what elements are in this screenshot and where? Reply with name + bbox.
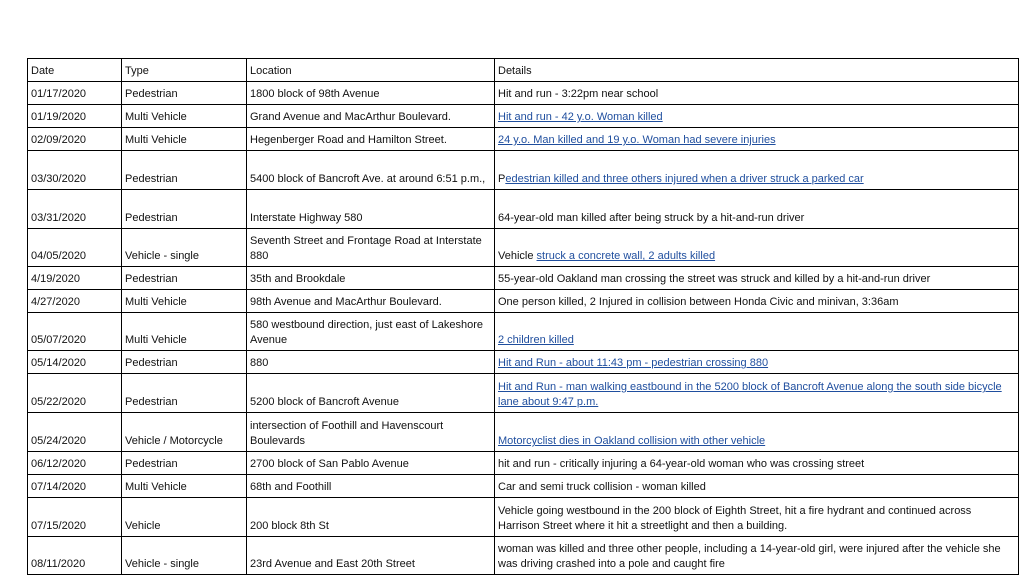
table-row	[28, 374, 1019, 413]
table-row	[28, 475, 1019, 498]
details-text: Vehicle going westbound in the 200 block of Eighth Street, hit a fire hydrant and continued across Harrison Street where it hit a streetlight and then a building.	[498, 505, 972, 532]
table-row	[28, 229, 1019, 267]
details-text: 64-year-old man killed after being struck by a hit-and-run driver	[498, 212, 805, 224]
cell-details	[495, 313, 1019, 351]
cell-details	[495, 229, 1019, 267]
cell-details	[495, 267, 1019, 290]
table-row	[28, 313, 1019, 351]
details-text: Hit and run - 3:22pm near school	[498, 88, 659, 100]
header-date: Date	[28, 59, 122, 82]
cell-type: Vehicle / Motorcycle	[122, 413, 247, 452]
table-header-row	[28, 59, 1019, 82]
cell-details	[495, 452, 1019, 475]
cell-details	[495, 498, 1019, 537]
details-link[interactable]: 2 children killed	[498, 334, 574, 346]
cell-type: Pedestrian	[122, 267, 247, 290]
cell-details	[495, 475, 1019, 498]
cell-location: 23rd Avenue and East 20th Street	[247, 537, 495, 575]
cell-date: 03/31/2020	[28, 190, 122, 229]
cell-location: 68th and Foothill	[247, 475, 495, 498]
cell-type: Pedestrian	[122, 151, 247, 190]
cell-type: Vehicle - single	[122, 229, 247, 267]
incident-table	[27, 58, 1019, 575]
cell-location: Hegenberger Road and Hamilton Street.	[247, 128, 495, 151]
cell-date: 03/30/2020	[28, 151, 122, 190]
cell-details	[495, 537, 1019, 575]
table-row	[28, 452, 1019, 475]
table-row	[28, 537, 1019, 575]
cell-type: Pedestrian	[122, 374, 247, 413]
cell-details	[495, 351, 1019, 374]
details-text: woman was killed and three other people, including a 14-year-old girl, were injured after the vehicle she was driving crashed into a pole and caught fire	[498, 543, 1001, 570]
cell-type: Multi Vehicle	[122, 475, 247, 498]
cell-location: 5200 block of Bancroft Avenue	[247, 374, 495, 413]
table-row	[28, 151, 1019, 190]
cell-date: 4/27/2020	[28, 290, 122, 313]
cell-date: 07/15/2020	[28, 498, 122, 537]
cell-type: Pedestrian	[122, 351, 247, 374]
table-row	[28, 105, 1019, 128]
cell-location: 580 westbound direction, just east of Lakeshore Avenue	[247, 313, 495, 351]
table-row	[28, 351, 1019, 374]
cell-type: Pedestrian	[122, 190, 247, 229]
cell-date: 04/05/2020	[28, 229, 122, 267]
cell-date: 01/19/2020	[28, 105, 122, 128]
cell-date: 05/07/2020	[28, 313, 122, 351]
cell-location: 2700 block of San Pablo Avenue	[247, 452, 495, 475]
cell-type: Multi Vehicle	[122, 313, 247, 351]
cell-details	[495, 128, 1019, 151]
cell-details	[495, 105, 1019, 128]
cell-type: Pedestrian	[122, 452, 247, 475]
details-text: hit and run - critically injuring a 64-year-old woman who was crossing street	[498, 458, 865, 470]
header-type: Type	[122, 59, 247, 82]
cell-date: 05/24/2020	[28, 413, 122, 452]
cell-details	[495, 413, 1019, 452]
cell-type: Vehicle - single	[122, 537, 247, 575]
table-row	[28, 128, 1019, 151]
cell-date: 4/19/2020	[28, 267, 122, 290]
cell-date: 07/14/2020	[28, 475, 122, 498]
cell-location: 200 block 8th St	[247, 498, 495, 537]
cell-details	[495, 374, 1019, 413]
details-text: Car and semi truck collision - woman killed	[498, 481, 706, 493]
table-row	[28, 413, 1019, 452]
cell-type: Multi Vehicle	[122, 290, 247, 313]
cell-details	[495, 190, 1019, 229]
header-details: Details	[495, 59, 1019, 82]
details-text: One person killed, 2 Injured in collision between Honda Civic and minivan, 3:36am	[498, 296, 899, 308]
table-row	[28, 290, 1019, 313]
cell-date: 05/14/2020	[28, 351, 122, 374]
cell-location: 35th and Brookdale	[247, 267, 495, 290]
cell-location: Grand Avenue and MacArthur Boulevard.	[247, 105, 495, 128]
details-link[interactable]: Hit and Run - man walking eastbound in the 5200 block of Bancroft Avenue along the south side bicycle lane about 9:47 p.m.	[498, 381, 1002, 408]
cell-location: intersection of Foothill and Havenscourt Boulevards	[247, 413, 495, 452]
details-link[interactable]: Hit and run - 42 y.o. Woman killed	[498, 111, 663, 123]
details-link[interactable]: Motorcyclist dies in Oakland collision with other vehicle	[498, 435, 766, 447]
cell-location: Seventh Street and Frontage Road at Interstate 880	[247, 229, 495, 267]
table-row	[28, 190, 1019, 229]
cell-type: Pedestrian	[122, 82, 247, 105]
cell-type: Vehicle	[122, 498, 247, 537]
table-row	[28, 498, 1019, 537]
table-row	[28, 267, 1019, 290]
cell-type: Multi Vehicle	[122, 128, 247, 151]
cell-location: Interstate Highway 580	[247, 190, 495, 229]
cell-date: 06/12/2020	[28, 452, 122, 475]
cell-location: 880	[247, 351, 495, 374]
cell-details	[495, 151, 1019, 190]
cell-location: 5400 block of Bancroft Ave. at around 6:51 p.m.,	[247, 151, 495, 190]
cell-details	[495, 82, 1019, 105]
details-prefix: Vehicle	[498, 250, 537, 262]
details-prefix: P	[498, 173, 506, 185]
cell-date: 08/11/2020	[28, 537, 122, 575]
details-link[interactable]: 24 y.o. Man killed and 19 y.o. Woman had severe injuries	[498, 134, 776, 146]
cell-date: 01/17/2020	[28, 82, 122, 105]
table-row	[28, 82, 1019, 105]
details-link[interactable]: Hit and Run - about 11:43 pm - pedestrian crossing 880	[498, 357, 769, 369]
details-link[interactable]: edestrian killed and three others injured when a driver struck a parked car	[505, 173, 864, 185]
header-location: Location	[247, 59, 495, 82]
cell-type: Multi Vehicle	[122, 105, 247, 128]
details-link[interactable]: struck a concrete wall, 2 adults killed	[536, 250, 716, 262]
cell-location: 1800 block of 98th Avenue	[247, 82, 495, 105]
cell-date: 02/09/2020	[28, 128, 122, 151]
incident-table-sheet	[27, 58, 1018, 575]
cell-date: 05/22/2020	[28, 374, 122, 413]
cell-details	[495, 290, 1019, 313]
details-text: 55-year-old Oakland man crossing the street was struck and killed by a hit-and-run driver	[498, 273, 931, 285]
cell-location: 98th Avenue and MacArthur Boulevard.	[247, 290, 495, 313]
